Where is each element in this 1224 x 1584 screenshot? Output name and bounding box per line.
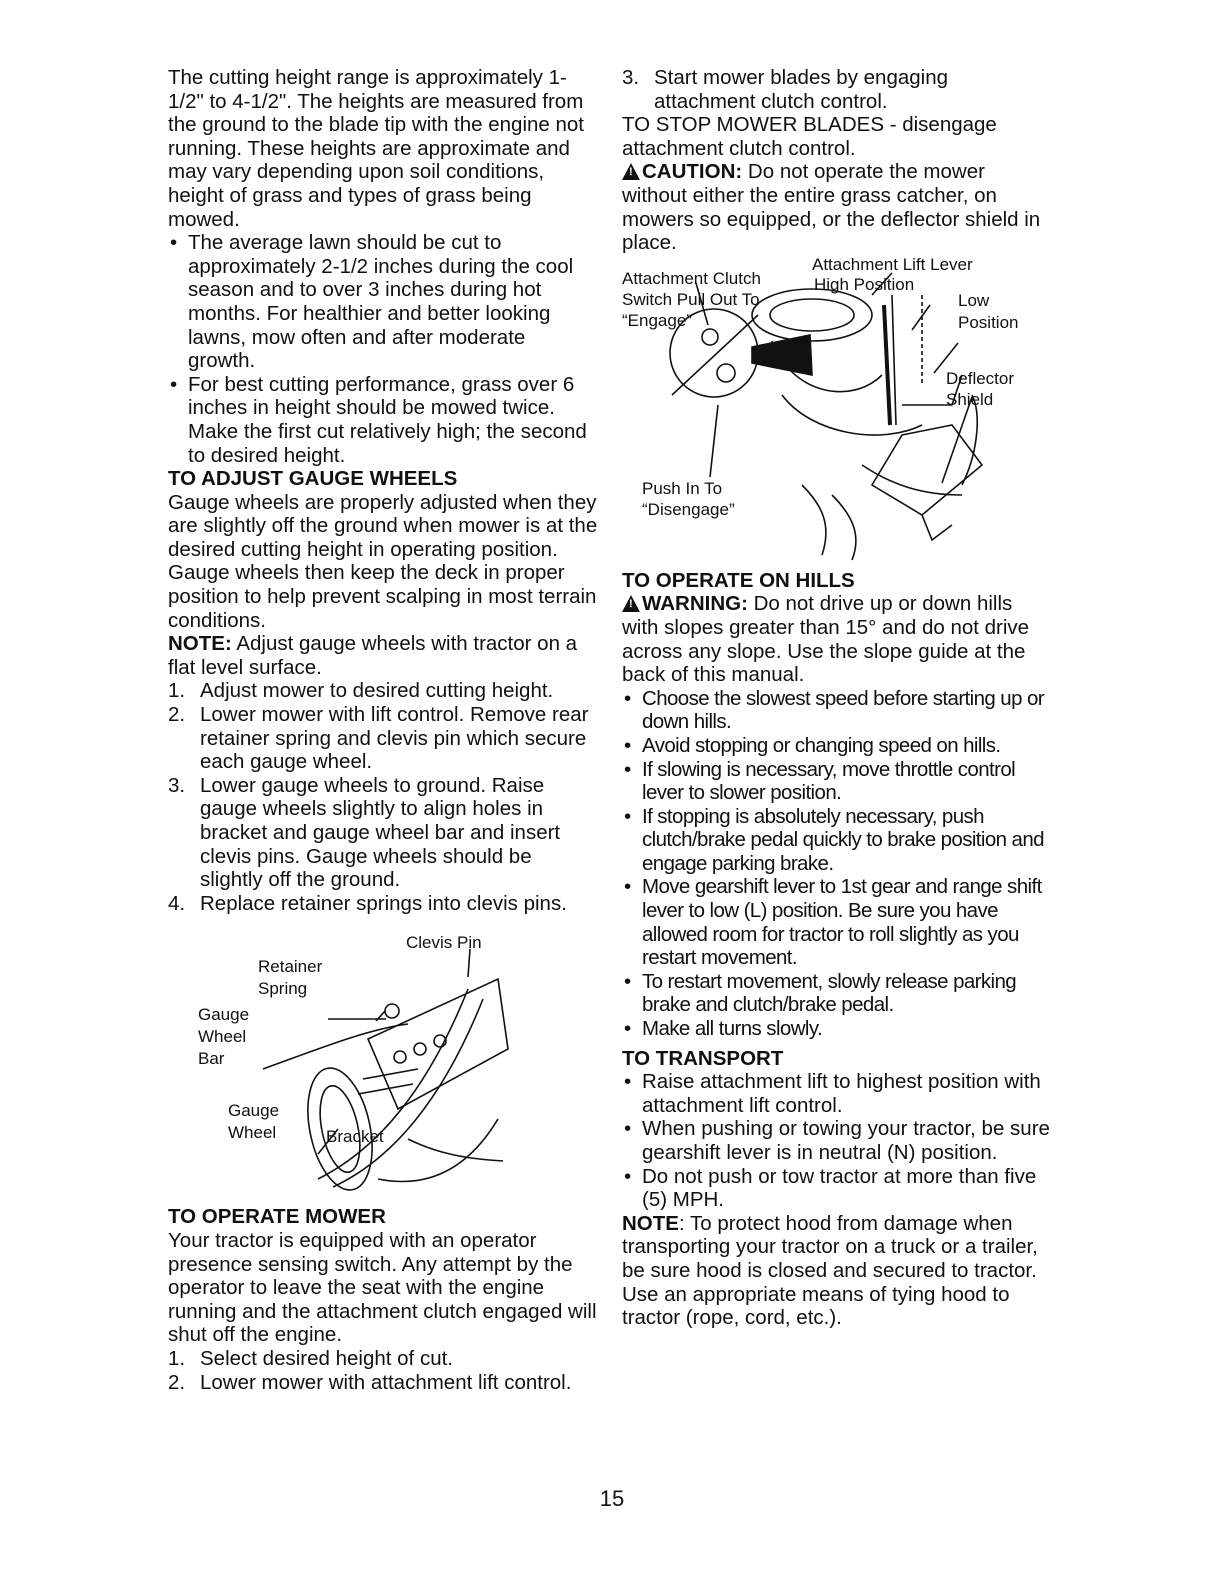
right-column	[622, 66, 1054, 1330]
attachment-clutch-figure	[622, 255, 1054, 563]
transport-heading: TO TRANSPORT	[622, 1046, 784, 1070]
step-number: 2.	[168, 1370, 186, 1394]
list-item: • If stopping is absolutely necessary, push clutch/brake pedal quickly to brake position and engage parking brake.	[622, 805, 1054, 876]
stop-blades-text: TO STOP MOWER BLADES - disengage attachment clutch control.	[622, 113, 997, 160]
operate-mower-heading: TO OPERATE MOWER	[168, 1205, 386, 1229]
label-bracket: Bracket	[326, 1127, 384, 1147]
step-text: Replace retainer springs into clevis pins.	[200, 891, 567, 915]
list-item: • Move gearshift lever to 1st gear and range shift lever to low (L) position. Be sure you have allowed room for tractor to roll slightly as you restart movement.	[622, 875, 1054, 969]
list-item: • When pushing or towing your tractor, be sure gearshift lever is in neutral (N) position.	[622, 1117, 1054, 1164]
gauge-wheels-text: Gauge wheels are properly adjusted when they are slightly off the ground when mower is at the desired cutting height in operating position. Gauge wheels then keep the deck in proper position to help prevent scalping in most terrain conditions.	[168, 490, 598, 632]
caution-paragraph	[622, 160, 1054, 254]
list-item	[168, 1371, 598, 1395]
step-number: 1.	[168, 679, 186, 703]
gauge-wheel-illustration	[168, 929, 598, 1201]
label-low-position: Position	[958, 312, 1019, 332]
list-item: • Choose the slowest speed before starting up or down hills.	[622, 687, 1054, 734]
warning-paragraph	[622, 592, 1054, 686]
operate-steps-continued	[622, 66, 1054, 113]
label-gauge-wheel-2: Wheel	[228, 1123, 277, 1143]
step-number: 4.	[168, 891, 186, 915]
label-switch-pull: Switch Pull Out To	[622, 289, 760, 309]
gauge-wheel-figure	[168, 929, 598, 1201]
label-disengage: “Disengage”	[642, 499, 735, 519]
label-gauge-wheel-1: Gauge	[228, 1101, 280, 1121]
label-bar: Bar	[198, 1049, 225, 1069]
page-number: 15	[599, 1486, 625, 1511]
step-number: 3.	[168, 773, 186, 797]
list-item: • If slowing is necessary, move throttle control lever to slower position.	[622, 758, 1054, 805]
label-attachment-lift-lever: Attachment Lift Lever	[812, 254, 973, 274]
note-text: : To protect hood from damage when transporting your tractor on a truck or a trailer, be sure hood is closed and secured to tractor. Use an appropriate means of tying hood to tractor (rope, cord, etc.).	[622, 1211, 1038, 1330]
operate-hills-heading: TO OPERATE ON HILLS	[622, 568, 855, 592]
label-shield: Shield	[946, 389, 994, 409]
transport-list	[622, 1070, 1054, 1212]
step-number: 1.	[168, 1346, 186, 1370]
cutting-tips-list	[168, 231, 598, 467]
list-item: • Do not push or tow tractor at more than five (5) MPH.	[622, 1165, 1054, 1212]
warning-text: Do not drive up or down hills with slopes greater than 15° and do not drive across any slope. Use the slope guide at the back of this manual.	[622, 592, 1030, 687]
label-push-in: Push In To	[642, 478, 723, 498]
step-text: Lower mower with lift control. Remove rear retainer spring and clevis pin which secure each gauge wheel.	[200, 703, 589, 774]
label-deflector: Deflector	[946, 368, 1015, 388]
step-text: Adjust mower to desired cutting height.	[200, 679, 554, 703]
step-number: 3.	[622, 66, 640, 89]
step-text: Lower gauge wheels to ground. Raise gauge wheels slightly to align holes in bracket and gauge wheel bar and insert clevis pins. Gauge wheels should be slightly off the ground.	[200, 773, 561, 892]
hills-list	[622, 687, 1054, 1041]
list-item: • Make all turns slowly.	[622, 1017, 1054, 1041]
cutting-height-intro: The cutting height range is approximately 1-1/2" to 4-1/2". The heights are measured from the ground to the blade tip with the engine not running. These heights are approximate and may vary depending upon soil conditions, height of grass and types of grass being mowed.	[168, 66, 585, 231]
label-low: Low	[958, 290, 990, 310]
label-high-position: High Position	[814, 274, 915, 294]
list-item	[168, 679, 598, 703]
label-clevis-pin: Clevis Pin	[406, 933, 482, 953]
list-item: • To restart movement, slowly release parking brake and clutch/brake pedal.	[622, 970, 1054, 1017]
warning-label: WARNING:	[642, 592, 748, 616]
list-item: • The average lawn should be cut to approximately 2-1/2 inches during the cool season and to over 3 inches during hot months. For healthier and better looking lawns, mow often and after moderate growth.	[168, 231, 598, 373]
list-item	[622, 66, 1054, 113]
operate-mower-text: Your tractor is equipped with an operator presence sensing switch. Any attempt by the operator to leave the seat with the engine running and the attachment clutch engaged will shut off the engine.	[168, 1228, 597, 1347]
list-item	[168, 1347, 598, 1371]
list-item: • Avoid stopping or changing speed on hills.	[622, 734, 1054, 758]
warning-icon	[622, 595, 640, 612]
operate-steps-list	[168, 1347, 598, 1394]
list-item	[168, 774, 598, 892]
note-label: NOTE:	[168, 632, 232, 656]
label-retainer: Retainer	[258, 957, 323, 977]
list-item: • For best cutting performance, grass over 6 inches in height should be mowed twice. Make the first cut relatively high; the second to desired height.	[168, 373, 598, 467]
step-text: Lower mower with attachment lift control.	[200, 1370, 572, 1394]
transport-note	[622, 1212, 1054, 1330]
note-text: Adjust gauge wheels with tractor on a flat level surface.	[168, 632, 578, 679]
step-text: Select desired height of cut.	[200, 1346, 453, 1370]
label-attachment-clutch: Attachment Clutch	[622, 268, 761, 288]
list-item	[168, 892, 598, 916]
list-item: • Raise attachment lift to highest position with attachment lift control.	[622, 1070, 1054, 1117]
gauge-wheels-heading: TO ADJUST GAUGE WHEELS	[168, 467, 458, 491]
left-column	[168, 66, 598, 1394]
note-label: NOTE	[622, 1211, 679, 1235]
list-item	[168, 703, 598, 774]
label-gauge: Gauge	[198, 1005, 250, 1025]
step-text: Start mower blades by engaging attachment clutch control.	[654, 66, 949, 113]
caution-text: Do not operate the mower without either the entire grass catcher, on mowers so equipped, or the deflector shield in place.	[622, 160, 1041, 255]
step-number: 2.	[168, 703, 186, 727]
gauge-note	[168, 632, 598, 679]
label-engage: “Engage”	[622, 310, 692, 330]
caution-label: CAUTION:	[642, 160, 743, 184]
label-wheel: Wheel	[198, 1027, 247, 1047]
caution-icon	[622, 163, 640, 180]
gauge-steps-list	[168, 679, 598, 915]
label-spring: Spring	[258, 979, 308, 999]
